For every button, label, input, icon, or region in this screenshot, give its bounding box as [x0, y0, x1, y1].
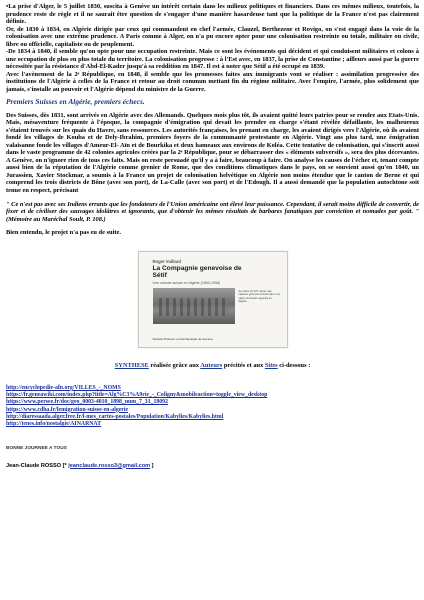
sites-word: Sites — [264, 361, 278, 369]
book-cover-photo — [153, 288, 235, 324]
book-blurb: Au milieu du XIXᵉ siècle, des capitaux genevois investis dans une vaste concession agricole en Algérie… — [238, 289, 281, 303]
signature-email[interactable]: jeanclaude.rosso3@gmail.com — [68, 462, 151, 469]
bonne-journee: BONNE JOURNEE A TOUS — [6, 445, 67, 451]
book-publisher: Société d'histoire et d'archéologie de Genève — [152, 336, 213, 341]
book-title: La Compagnie genevoise de Sétif — [152, 264, 242, 279]
synthese-text-2: précités et aux — [222, 361, 265, 369]
link-persee[interactable]: https://www.persee.fr/doc/geo_0003-4010_1898_num_7_31_18092 — [6, 399, 168, 406]
paragraph-suisses: Des Suisses, dès 1831, sont arrivés en Algérie avec des Allemands. Quelques mois plus tôt, ils avaient quitté leurs patries pour se rendre aux Etats-Unis. Mais, mésaventure fréquente à l'époque, la compagnie d'émigration qui devait les prendre en charge s'étant révélée défaillante, les malheureux s'étaient trouvés sur les quais du Havre, sans ressources. Les autorités françaises, les prenant en charge, les avaient dirigés vers l'Algérie, où ils avaient fondé les villages de Kouba et de Dely-Ibrahim, premiers foyers de la communauté protestante en Algérie. Vingt ans plus tard, une émigration valaisanne fonde les villages d'Ameur-El- Aïn et de Bourkika et deux hameaux aux environs de Koléa. Cette tentative de colonisation, qui s'inscrit aussi dans le vaste programme de 42 colonies agricoles créées par la 2ᵉ République, pour se débarrasser des « éléments subversifs », sera des plus décevantes. A Genève, on n'ignore rien de tous ces faits. Mais on reste persuadé qu'il y a à faire, beaucoup à faire. On analyse les causes de l'échec et, tenant compte aussi bien de la réputation de l'Algérie comme grenier de Rome, que des conditions climatiques dans le pays, on se souvient aussi qu'en 1840, un Jurassien, Xavier Stockmar, a soumis à la France un projet de colonisation helvétique en Algérie non moins étendue que le canton de Berne et qui comprend les trois districts de Bône (avec son port), de La-Calle (avec son port) et de l'Edough. Il a aussi demandé que la population autochtone soit tenue en respect, précisant — [6, 111, 419, 195]
paragraph-2e-republique: Avec l'avènement de la 2ᵉ République, en 1848, il semble que les promesses faites aux immigrants vont se réaliser : assimilation progressive des institutions de l'Algérie à celles de la France et retour au droit commun mettant fin du régime militaire. Avec l'empire, l'armée, plus solidement que jamais, s'installe au pouvoir et l'Algérie dépend du ministre de la Guerre. — [6, 70, 419, 94]
book-cover — [138, 251, 288, 348]
auteurs-word: Auteurs — [200, 361, 223, 369]
link-cdha[interactable]: https://www.cdha.fr/lemigration-suisse-en-algerie — [6, 406, 129, 413]
synthese-text-3: ci-dessous : — [277, 361, 311, 369]
signature — [6, 463, 419, 469]
synthese-text-1: réalisée grâce aux — [148, 361, 201, 369]
synthese-word: SYNTHESE — [114, 361, 149, 369]
book-cover-figure — [6, 251, 419, 346]
signature-bracket-open: [* — [61, 462, 69, 469]
link-diaressaada[interactable]: http://diaressaada.alger.free.fr/l-mes_cartes-postales/Population/Kabylies/Kabylies.html — [6, 413, 224, 420]
link-tenes[interactable]: http://tenes.info/nostalgie/AINARNAT — [6, 421, 102, 428]
paragraph-prise-alger: •La prise d'Alger, le 5 juillet 1830, suscita à Genève un intérêt certain dans les milieux politiques et financiers. Dans ces mêmes milieux, toutefois, la prudence reste de règle et il ne saurait être question de s'engager d'une manière hasardeuse tant que la politique de la France n'est pas clairement définie. — [6, 3, 419, 26]
link-geneawiki[interactable]: https://fr.geneawiki.com/index.php?title=Alg%C3%A9rie_-_Coligny&mobileaction=toggle_view_desktop — [6, 392, 268, 399]
synthese-line — [6, 362, 419, 369]
book-author: Roger Vuillard — [152, 258, 181, 264]
quote-stockmar: " Ce n'est pas avec ses Indiens errants que les fondateurs de l'Union américaine ont élevé leur puissance. Cependant, il serait moins difficile de convertir, de fixer et de civiliser des sauvages idolâtres et ignorants, que d'obtenir les mêmes résultats de barbares fanatiques par conviction et nomades par goût. " (Mémoire au Maréchal Soult, P. 108.) — [6, 200, 419, 223]
section-heading: Premiers Suisses en Algérie, premiers échecs. — [6, 96, 145, 106]
document-page — [6, 3, 419, 469]
paragraph-1834-1840: -De 1834 à 1840, il semble qu'on opte pour une occupation restreinte. Mais ce sont les événements qui décident et qui conduisent militaires et colons à une occupation de plus en plus totale du territoire. La colonisation progresse : à l'Est avec, en 1837, la prise de Constantine ; ailleurs aussi par la guerre nécessitée par la résistance d'Abd-El-Kader jusqu'à sa reddition en 1847. Il est à noter que Sétif a été occupé en 1839. — [6, 48, 419, 71]
signature-name: Jean-Claude ROSSO — [6, 462, 62, 469]
source-links — [6, 385, 419, 429]
closing-sentence: Bien entendu, le projet n'a pas eu de suite. — [6, 229, 121, 237]
link-encyclopedie-afn[interactable]: http://encyclopedie-afn.org/VILLES_-_NOMS — [6, 384, 121, 391]
signature-bracket-close: ] — [150, 462, 154, 469]
paragraph-1830-1834: Or, de 1830 à 1834, en Algérie dirigée par ceux qui commandent en chef l'armée, Clauzel, Berthezene et Rovigo, on s'est engagé dans la voie de la colonisation avec une extrême prudence. A Paris comme à Alger, on n'a pu encore opter pour une colonisation restreinte ou totale, militaire ou civile, libre ou officielle, capitaliste ou de peuplement. — [6, 25, 419, 48]
book-subtitle: Une colonie suisse en Algérie (1853-1956) — [152, 280, 221, 285]
